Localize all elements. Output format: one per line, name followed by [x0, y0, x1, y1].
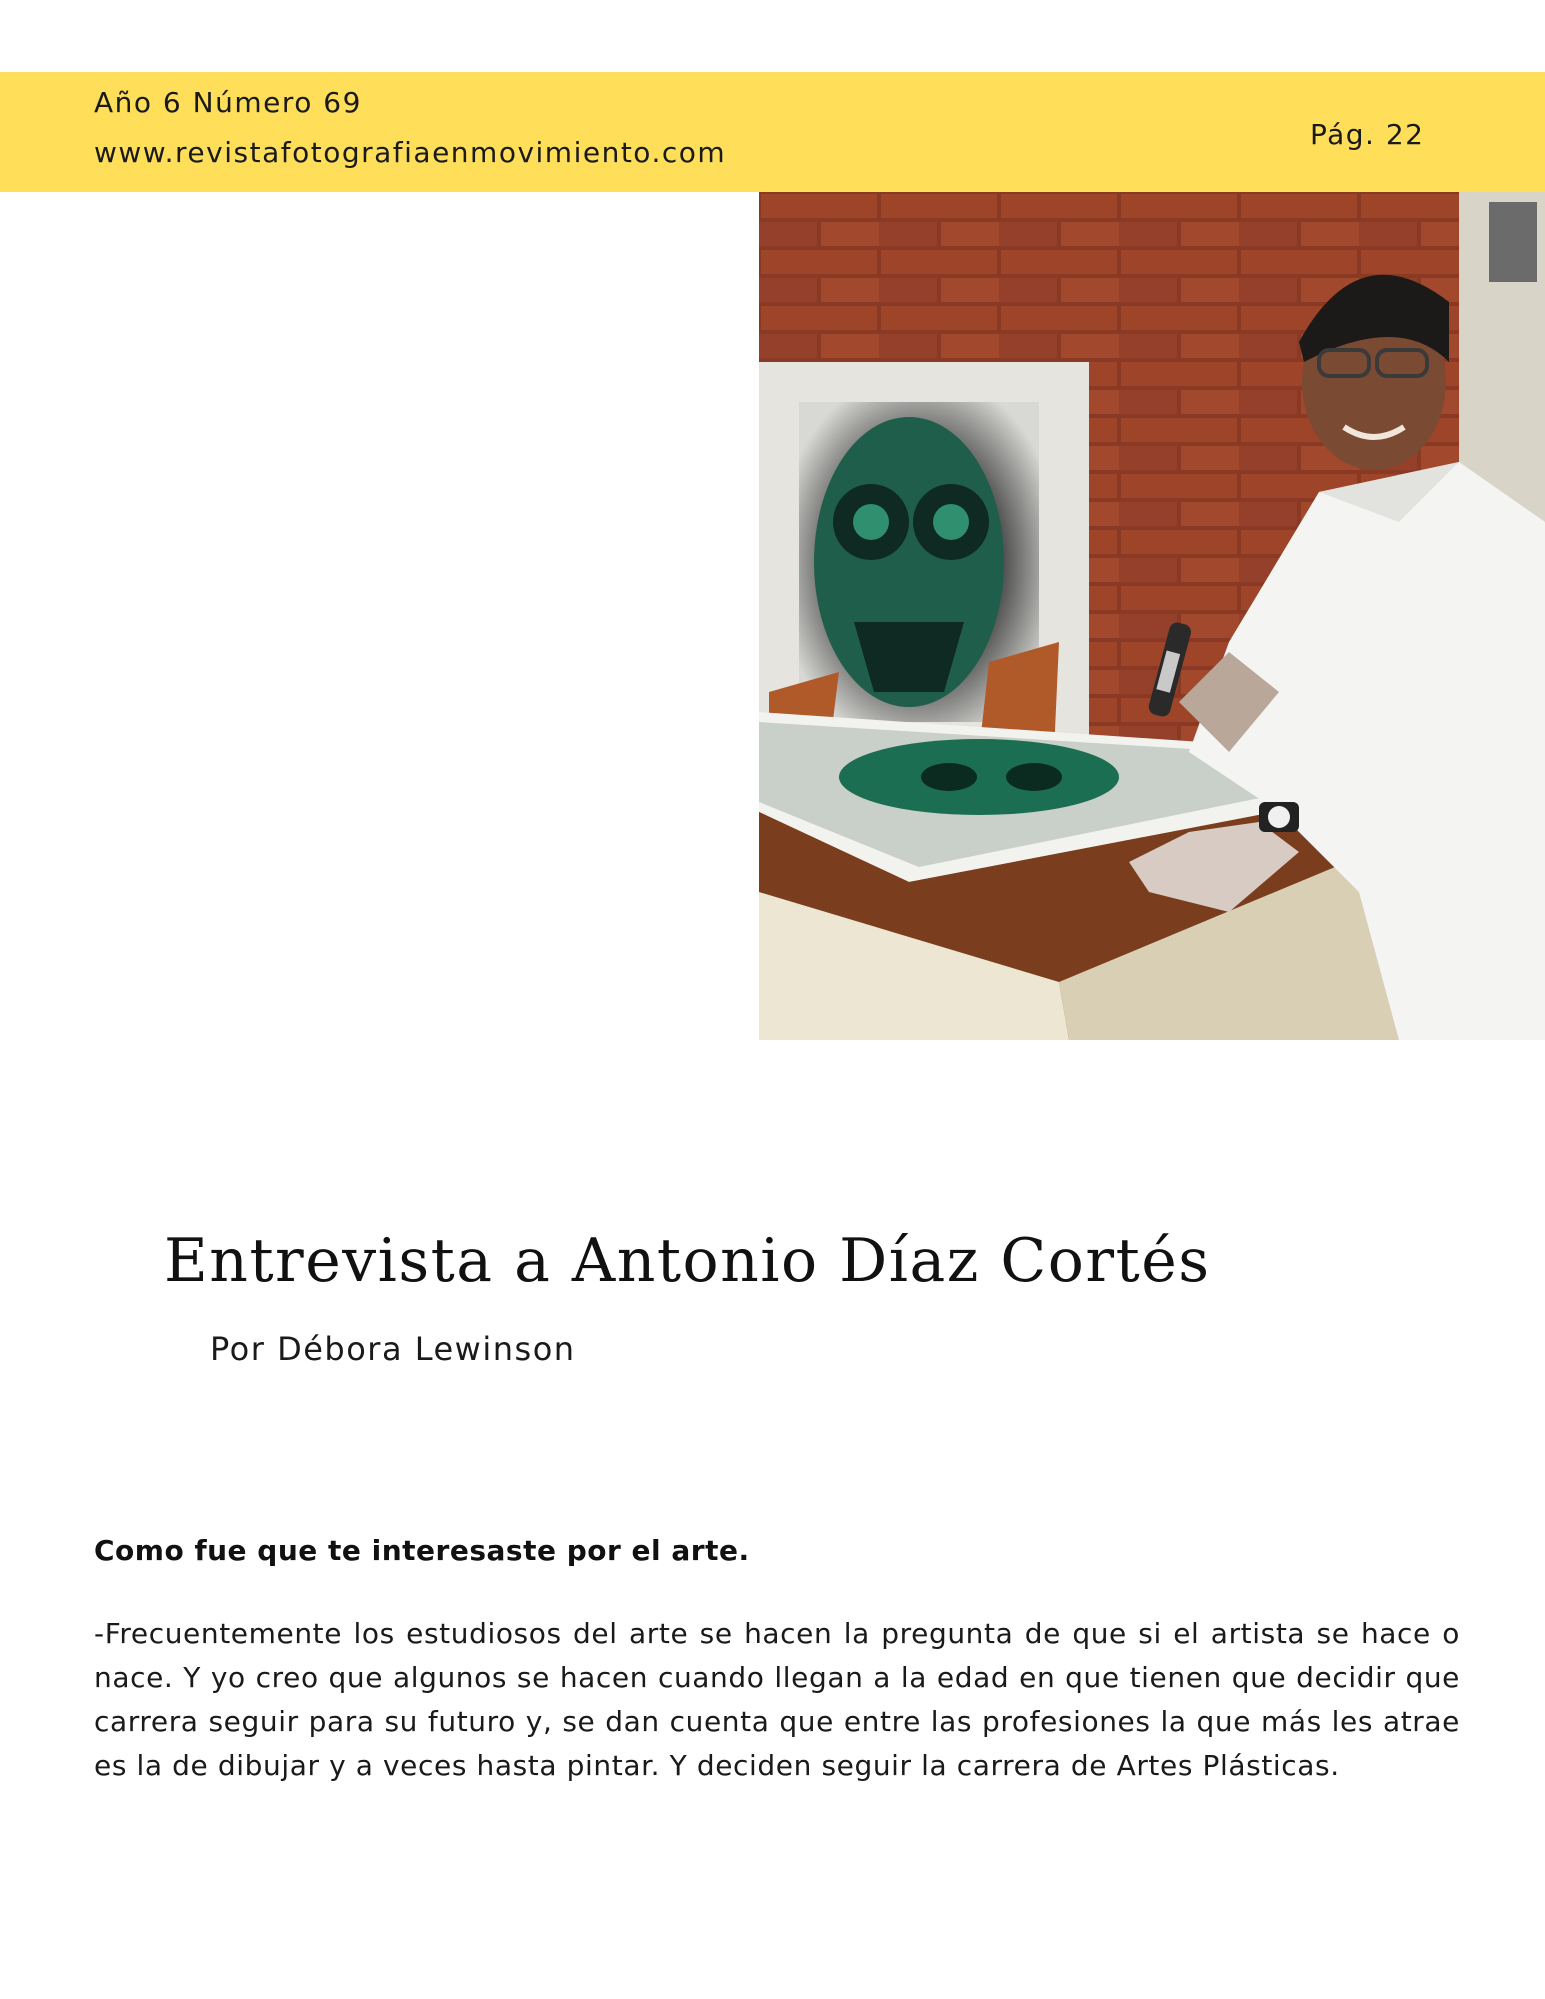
article-byline: Por Débora Lewinson	[210, 1330, 576, 1368]
article-title: Entrevista a Antonio Díaz Cortés	[164, 1226, 1211, 1296]
interview-answer: -Frecuentemente los estudiosos del arte se hacen la pregunta de que si el artista se hace o nace. Y yo creo que algunos se hacen cuando llegan a la edad en que tienen que decidir que carrera seguir para su futuro y, se dan cuenta que entre las profesiones la que más les atrae es la de dibujar y a veces hasta pintar. Y deciden seguir la carrera de Artes Plásticas.	[94, 1617, 1460, 1782]
interview-question: Como fue que te interesaste por el arte.	[94, 1534, 750, 1567]
page-number: Pág. 22	[1310, 118, 1425, 151]
issue-number: Año 6 Número 69	[94, 86, 362, 119]
website-url: www.revistafotografiaenmovimiento.com	[94, 136, 727, 169]
artist-photo	[759, 192, 1545, 1040]
